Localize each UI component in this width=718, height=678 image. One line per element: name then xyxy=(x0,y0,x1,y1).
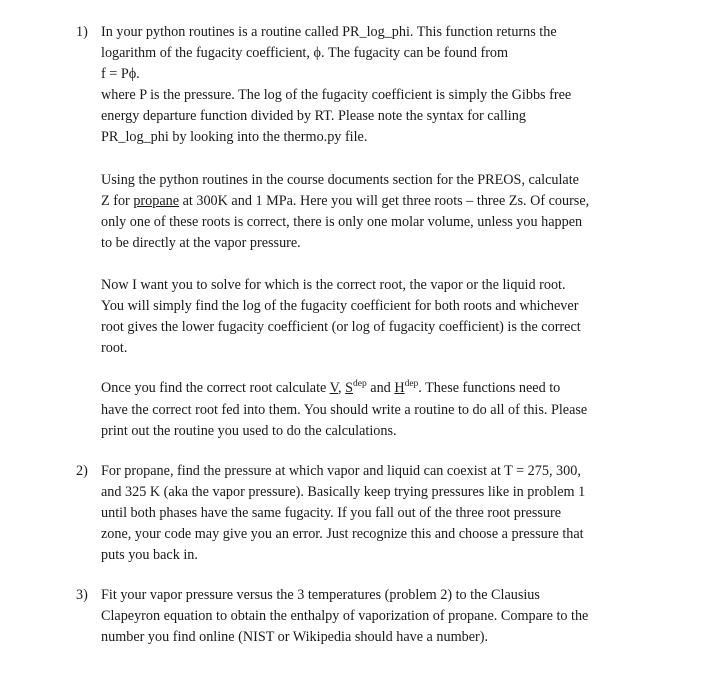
text-line: You will simply find the log of the fugacity coefficient for both roots and whichever xyxy=(101,298,579,314)
text-line: Clapeyron equation to obtain the enthalpy of vaporization of propane. Compare to the xyxy=(101,608,589,624)
text-line: energy departure function divided by RT. Please note the syntax for calling xyxy=(101,108,526,124)
text-line: until both phases have the same fugacity. If you fall out of the three root pressure xyxy=(101,505,562,521)
text-line: For propane, find the pressure at which vapor and liquid can coexist at T = 275, 300, xyxy=(101,463,581,479)
text-line: and 325 K (aka the vapor pressure). Basically keep trying pressures like in problem 1 xyxy=(101,484,586,500)
text-line: Z for propane at 300K and 1 MPa. Here you will get three roots – three Zs. Of course, xyxy=(101,193,590,209)
underlined-word: propane xyxy=(133,193,180,209)
enthalpy-departure-symbol: H xyxy=(394,380,405,396)
text-line: print out the routine you used to do the calculations. xyxy=(101,423,397,439)
text-line: number you find online (NIST or Wikipedia should have a number). xyxy=(101,629,489,645)
text-line: only one of these roots is correct, there is only one molar volume, unless you happen xyxy=(101,214,583,230)
molar-volume-symbol: V xyxy=(329,380,339,396)
text-line: root. xyxy=(101,340,128,356)
text-line: logarithm of the fugacity coefficient, ϕ. The fugacity can be found from xyxy=(101,45,509,61)
text-line: Once you find the correct root calculate V, $S^{dep}$ and $H^{dep}$. These functions need to xyxy=(101,379,561,396)
entropy-departure-symbol: S xyxy=(345,380,354,396)
text-line: Now I want you to solve for which is the correct root, the vapor or the liquid root. xyxy=(101,277,566,293)
text-line: Using the python routines in the course documents section for the PREOS, calculate xyxy=(101,172,579,188)
text-line: have the correct root fed into them. You should write a routine to do all of this. Please xyxy=(101,402,588,418)
text-line: PR_log_phi by looking into the thermo.py file. xyxy=(101,129,368,145)
item-number: 2) xyxy=(76,463,88,479)
text-line: puts you back in. xyxy=(101,547,198,563)
text-line: where P is the pressure. The log of the fugacity coefficient is simply the Gibbs free xyxy=(101,87,572,103)
text-line: In your python routines is a routine called PR_log_phi. This function returns the xyxy=(101,24,557,40)
item-number: 1) xyxy=(76,24,88,40)
text-line: zone, your code may give you an error. Just recognize this and choose a pressure that xyxy=(101,526,584,542)
item-number: 3) xyxy=(76,587,88,603)
equation-line: f = Pϕ. xyxy=(101,66,140,82)
text-line: to be directly at the vapor pressure. xyxy=(101,235,301,251)
text-line: root gives the lower fugacity coefficient (or log of fugacity coefficient) is the correct xyxy=(101,319,581,335)
text-line: Fit your vapor pressure versus the 3 temperatures (problem 2) to the Clausius xyxy=(101,587,540,603)
